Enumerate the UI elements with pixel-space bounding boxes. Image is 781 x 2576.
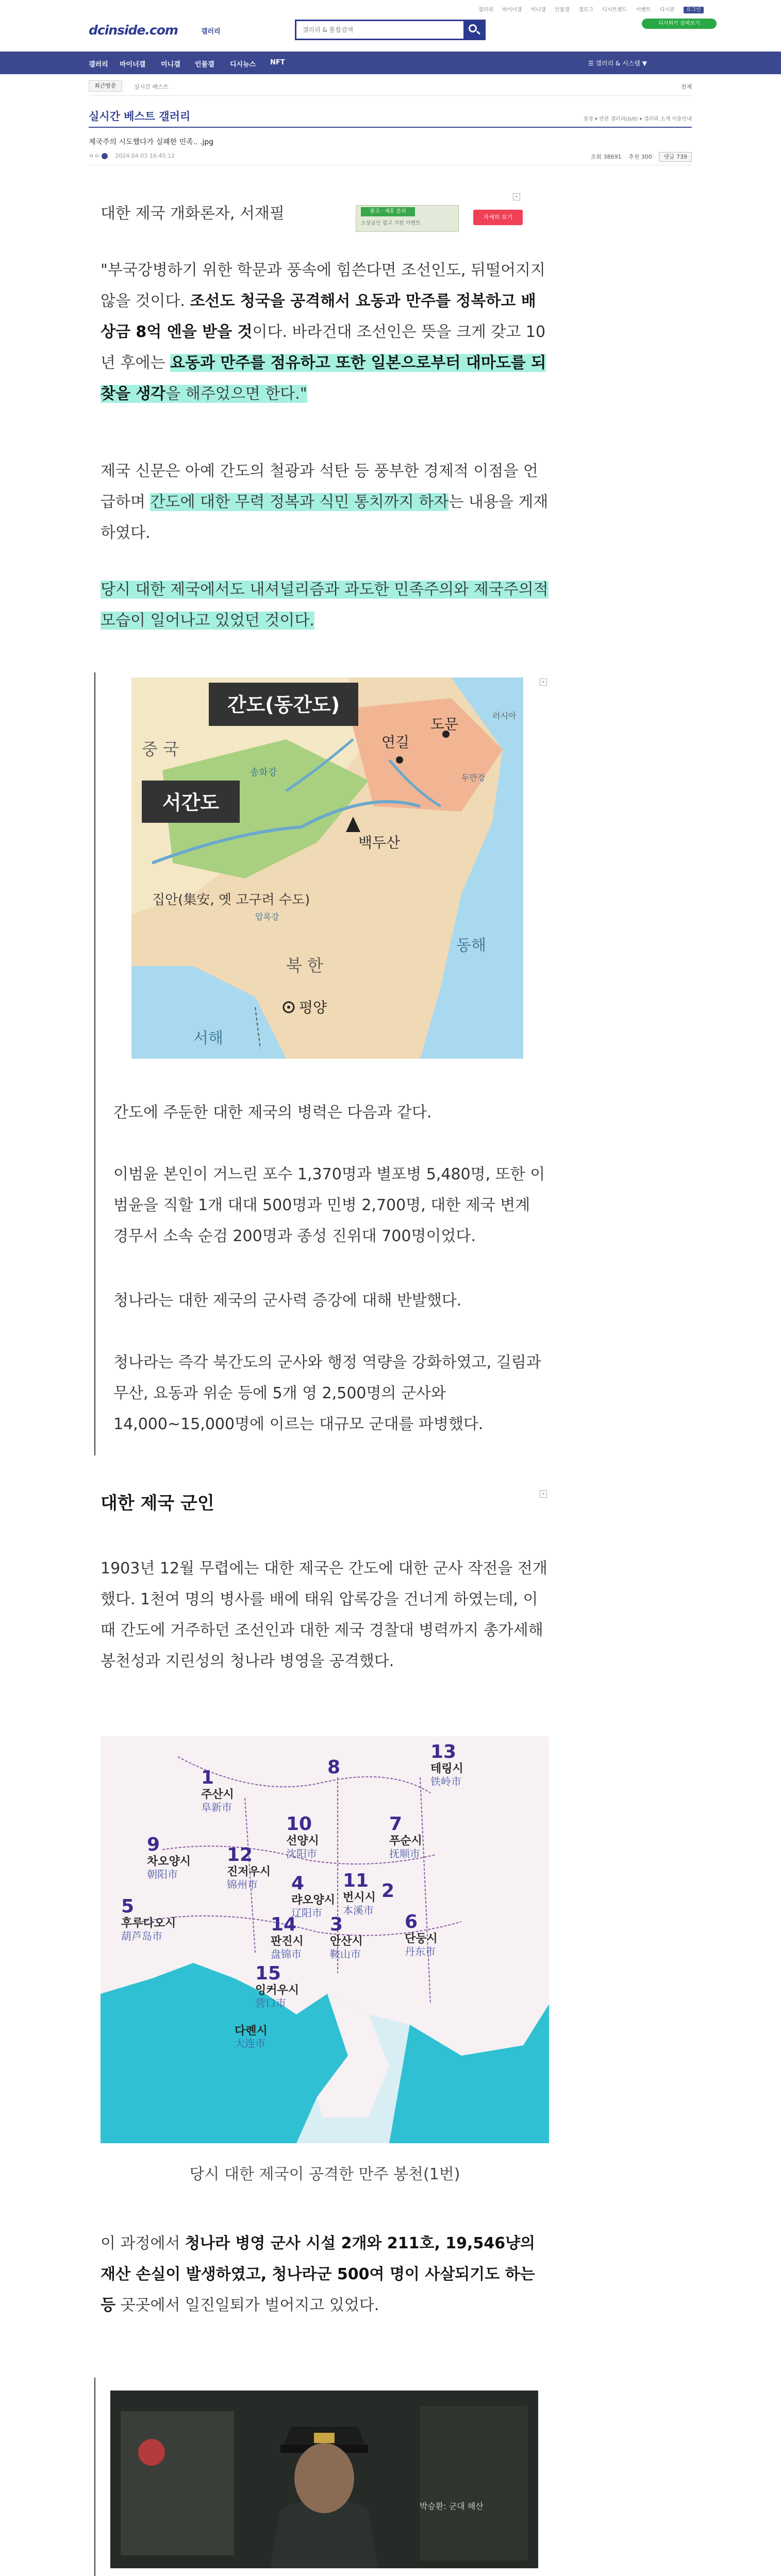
map-city-label (330, 1914, 363, 1960)
map-city-label (121, 1896, 176, 1942)
nav-item-mini[interactable]: 미니갤 (161, 61, 180, 69)
map-city-label (286, 1814, 319, 1860)
nav-item-nft[interactable]: NFT (270, 59, 285, 66)
map-city-label (235, 2025, 268, 2049)
map-city-name-chinese: 盘锦市 (271, 1947, 302, 1960)
map-city-name-chinese: 沈阳市 (286, 1847, 317, 1860)
map-city-number: 10 (286, 1814, 312, 1835)
search-button[interactable] (463, 21, 484, 39)
map-city-name: 푸순시 (389, 1835, 422, 1848)
map-city-name: 잉커우시 (255, 1984, 300, 1997)
map-city-number: 15 (255, 1963, 281, 1984)
map-label: 동해 (456, 937, 486, 955)
subnav (89, 77, 692, 96)
comments-button[interactable]: 댓글 739 (659, 152, 692, 162)
map-label: 중 국 (142, 739, 179, 759)
map-label: 간도(동간도) (227, 693, 340, 716)
author-name[interactable]: ㅇㅇ (89, 152, 100, 159)
gallery-options[interactable]: 설정 ▾ 연관 갤러리(0/0) ▾ 갤러리 소개 이용안내 (583, 116, 692, 122)
film-still-image (110, 2391, 538, 2568)
map-city-number: 14 (271, 1914, 297, 1935)
map-label: 두만강 (461, 773, 486, 783)
map-city-number: 12 (227, 1844, 253, 1866)
paragraph: 이 과정에서 청나라 병영 군사 시설 2개와 211호, 19,546냥의 재산 손실이 발생하였고, 청나라군 500여 명이 사살되기도 하는 등 곳곳에서 일진일퇴가 벌어지고 있었다. (101, 2234, 536, 2314)
map-label: 서간도 (162, 791, 220, 814)
paragraph: 청나라는 즉각 북간도의 군사와 행정 역량을 강화하였고, 길림과 무산, 요동과 위순 등에 5개 영 2,500명의 군사와 14,000~15,000명에 이르는 대규모 군대를 파병했다. (113, 1353, 541, 1433)
view-count: 조회 38691 (590, 154, 622, 160)
user-badge-icon (102, 153, 108, 159)
map-label: 러시아 (492, 711, 517, 721)
map-city-label (227, 1844, 271, 1891)
wiki-button[interactable]: 디시위키 살펴보기 (642, 19, 717, 29)
map-city-number: 13 (430, 1741, 457, 1762)
all-toggle[interactable]: 전체 (680, 83, 692, 90)
map-city-number: 5 (121, 1896, 135, 1917)
map-city-number: 8 (327, 1757, 341, 1778)
map-city-name-chinese: 本溪市 (343, 1904, 374, 1917)
map-city-label (271, 1914, 304, 1960)
paragraph: "부국강병하기 위한 학문과 풍속에 힘쓴다면 조선인도, 뒤떨어지지 않을 것이다. 조선도 청국을 공격해서 요동과 만주를 정복하고 배상금 8억 엔을 받을 것이다. 바라건대 조선인은 뜻을 크게 갖고 10년 후에는 요동과 만주를 점유하고 또한 일본으로부터 대마도를 되찾을 생각을 해주었으면 한다." (101, 261, 546, 403)
image-caption: 당시 대한 제국이 공격한 만주 봉천(1번) (189, 2165, 460, 2183)
map-city-name: 선양시 (286, 1835, 319, 1848)
map-city-label (381, 1880, 394, 1902)
main-nav (0, 52, 781, 74)
nav-item-news[interactable]: 디시뉴스 (230, 61, 256, 69)
utility-link[interactable]: 인물갤 (554, 7, 570, 13)
section-heading: 대한 제국 군인 (101, 1493, 214, 1514)
map-city-name: 번시시 (343, 1891, 376, 1905)
map-city-name: 주산시 (201, 1788, 234, 1802)
utility-link[interactable]: 갤로그 (578, 7, 593, 13)
map-city-number: 11 (343, 1870, 369, 1891)
divider (89, 127, 692, 128)
utility-link[interactable]: 디시트렌드 (602, 7, 627, 13)
map-city-name-chinese: 辽阳市 (291, 1906, 322, 1919)
map-city-name: 테링시 (430, 1762, 463, 1776)
map-city-label (343, 1870, 376, 1917)
map-city-name-chinese: 鞍山市 (330, 1947, 361, 1960)
utility-link[interactable]: 이벤트 (636, 7, 651, 13)
search-icon (469, 24, 477, 32)
utility-link[interactable]: 디시콘 (659, 7, 675, 13)
map-city-name-chinese: 锦州市 (227, 1878, 258, 1891)
map-city-name-chinese: 朝阳市 (147, 1868, 178, 1880)
paragraph: 당시 대한 제국에서도 내셔널리즘과 과도한 민족주의와 제국주의적 모습이 일어나고 있었던 것이다. (101, 581, 549, 630)
map-city-name: 안산시 (330, 1935, 363, 1948)
map-city-name-chinese: 营口市 (255, 1996, 286, 2009)
map-city-name: 후루다오시 (121, 1917, 176, 1930)
paragraph: 대한 제국 개화론자, 서재필 (101, 205, 285, 223)
gando-map (131, 677, 523, 1059)
gallery-title[interactable]: 실시간 베스트 갤러리 (89, 110, 191, 123)
map-city-number: 4 (291, 1873, 305, 1894)
map-city-number: 6 (405, 1911, 418, 1933)
map-city-number: 7 (389, 1814, 403, 1835)
map-label: 백두산 (358, 834, 401, 851)
post-stats (586, 152, 692, 161)
map-city-name: 판진시 (271, 1935, 304, 1948)
map-city-label (147, 1834, 191, 1880)
map-city-name-chinese: 大连市 (235, 2037, 265, 2050)
map-city-name-chinese: 抚顺市 (389, 1847, 420, 1860)
film-caption: 박승환: 군대 해산 (420, 2501, 484, 2511)
map-city-label (405, 1911, 438, 1958)
map-city-label (430, 1741, 463, 1788)
map-city-name: 차오양시 (147, 1855, 191, 1869)
paragraph: 청나라는 대한 제국의 군사력 증강에 대해 반발했다. (113, 1292, 462, 1310)
map-city-label (201, 1767, 234, 1814)
recent-gallery-link[interactable]: 실시간 베스트 (134, 83, 169, 90)
nav-item-person[interactable]: 인물갤 (195, 61, 214, 69)
utility-link[interactable]: 갤러리 (478, 7, 493, 13)
search-box (295, 20, 486, 40)
map-label: 송화강 (250, 767, 277, 778)
utility-link[interactable]: 마이너갤 (502, 7, 522, 13)
image-marker-icon[interactable]: + (513, 193, 520, 200)
login-link[interactable]: 로그인 (684, 7, 704, 13)
nav-item-minor[interactable]: 마이너갤 (120, 61, 146, 69)
ad-text: 소상공인 광고 지원 이벤트 (361, 221, 421, 226)
map-label: 압록강 (255, 912, 279, 922)
map-city-name-chinese: 铁岭市 (430, 1775, 461, 1788)
map-label: 연길 (381, 734, 410, 751)
image-marker-icon[interactable]: + (540, 679, 547, 686)
map-city-name-chinese: 葫芦岛市 (121, 1929, 162, 1942)
image-marker-icon[interactable]: + (540, 1490, 547, 1498)
quote-bar (94, 672, 95, 1455)
site-header (0, 0, 781, 52)
map-city-label (291, 1873, 335, 1919)
map-city-name-chinese: 阜新市 (201, 1801, 232, 1814)
recommend-count: 추천 300 (628, 154, 652, 160)
recent-visit-button[interactable]: 최근방문 (89, 80, 122, 92)
gando-map-svg (131, 677, 523, 1059)
map-city-name-chinese: 丹东市 (405, 1945, 436, 1958)
map-city-number: 9 (147, 1834, 160, 1855)
nav-gallery-menu[interactable]: ☰ 갤러리 & 시스템 ▼ (588, 60, 647, 67)
film-still-svg (110, 2391, 538, 2568)
utility-link[interactable]: 미니갤 (530, 7, 546, 13)
map-city-number: 1 (201, 1767, 214, 1788)
manchuria-map (101, 1736, 549, 2143)
map-city-number: 2 (381, 1880, 395, 1902)
map-city-label (327, 1757, 340, 1778)
post-author-line (89, 151, 175, 160)
map-city-label (389, 1814, 422, 1860)
ad-label[interactable]: 광고 · 제휴 문의 (361, 207, 415, 216)
logo-subtitle[interactable]: 갤러리 (201, 28, 221, 36)
ad-cta-button[interactable]: 자세히 보기 (473, 210, 523, 225)
map-city-name: 진저우시 (227, 1866, 271, 1879)
map-label: 서해 (193, 1029, 223, 1047)
paragraph: 제국 신문은 아예 간도의 철광과 석탄 등 풍부한 경제적 이점을 언급하며 간도에 대한 무력 정복과 식민 통치까지 하자는 내용을 게재하였다. (101, 462, 549, 542)
utility-links (471, 5, 704, 13)
map-label: 북 한 (286, 956, 323, 975)
map-label: 도문 (430, 716, 459, 733)
map-city-name: 단둥시 (405, 1933, 438, 1946)
post-title: 제국주의 시도했다가 실패한 민족.. .jpg (89, 138, 214, 146)
nav-item-gallery[interactable]: 갤러리 (89, 61, 108, 69)
post-date: 2024.04.03 16:45:12 (115, 152, 175, 159)
search-input[interactable] (296, 21, 461, 39)
paragraph: 1903년 12월 무렵에는 대한 제국은 간도에 대한 군사 작전을 전개했다. 1천여 명의 병사를 배에 태워 압록강을 건너게 하였는데, 이때 간도에 거주하던 조선인과 대한 제국 경찰대 병력까지 총가세해 봉천성과 지린성의 청나라 병영을 공격했다. (101, 1560, 547, 1670)
quote-bar (94, 2378, 95, 2576)
paragraph: 간도에 주둔한 대한 제국의 병력은 다음과 같다. (113, 1104, 432, 1122)
map-label: 집안(集安, 옛 고구려 수도) (152, 892, 310, 908)
map-city-name: 랴오양시 (291, 1894, 336, 1907)
paragraph: 이범윤 본인이 거느린 포수 1,370명과 별포병 5,480명, 또한 이범윤을 직할 1개 대대 500명과 민병 2,700명, 대한 제국 변계 경무서 소속 순검 200명과 종성 진위대 700명이었다. (113, 1165, 545, 1245)
map-city-label (255, 1963, 299, 2009)
map-label: 평양 (299, 999, 327, 1016)
site-logo[interactable]: dcinside.com (89, 23, 178, 38)
map-city-name: 다롄시 (235, 2025, 268, 2038)
map-city-number: 3 (330, 1914, 343, 1935)
